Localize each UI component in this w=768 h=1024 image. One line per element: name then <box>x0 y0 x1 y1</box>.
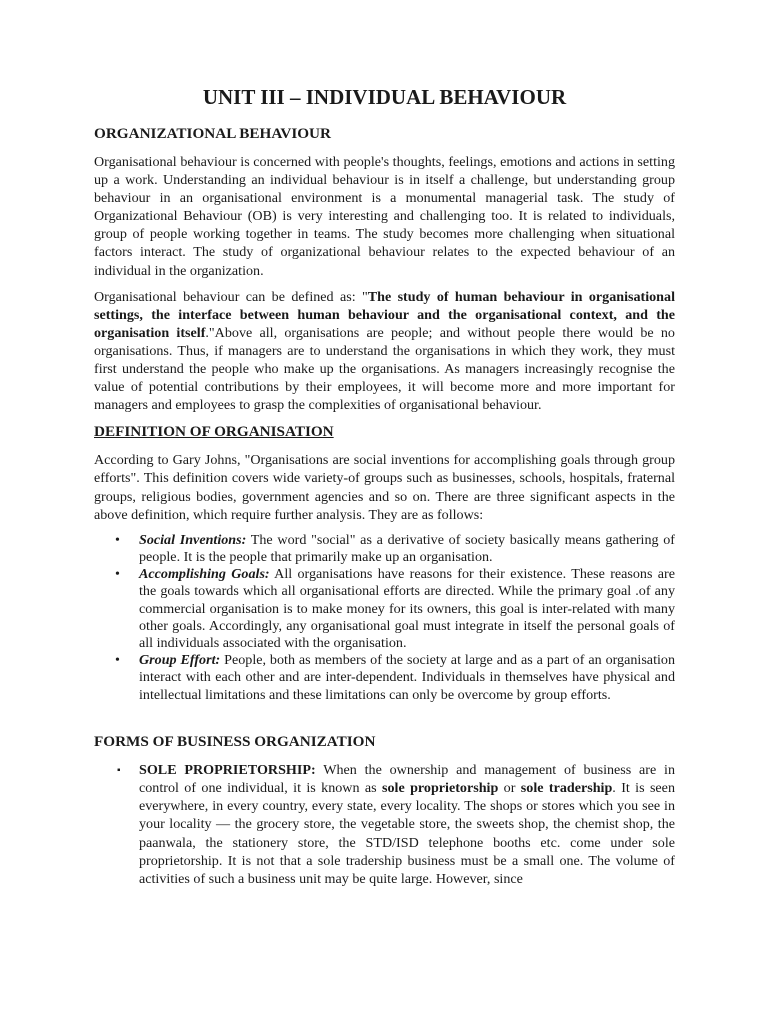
definition-intro: Organisational behaviour can be defined as: " <box>94 288 368 305</box>
term-sole-proprietorship: sole proprietorship <box>382 779 499 796</box>
list-item-text: The word "social" as a derivative of society basically means gathering of people. It is the people that primarily make up an organisation. <box>139 531 675 565</box>
list-item-text: . It is seen everywhere, in every country, every state, every locality. The shops or stores which you see in your locality — the grocery store, the vegetable store, the sweets shop, the chemist shop, the paanwala, the stationery store, the STD/ISD telephone booths etc. come under sole proprietorship. It is not that a sole tradership business must be a small one. The volume of activities of such a business unit may be quite large. However, since <box>139 779 675 887</box>
bullet-icon: • <box>115 566 120 583</box>
definition-rest: ."Above all, organisations are people; and without people there would be no organisations. Thus, if managers are to understand the organisations in which they work, they must first understand the people who make up the organisations. As managers increasingly recognise the value of potential contributions by their employees, it will become more and more important for managers and employees to grasp the complexities of organisational behaviour. <box>94 324 675 414</box>
list-item-term: Group Effort: <box>139 652 221 669</box>
list-item-term: Social Inventions: <box>139 531 247 548</box>
list-item-text: or <box>498 779 521 796</box>
bullet-icon: • <box>115 652 120 669</box>
list-item <box>94 761 675 888</box>
business-forms-list <box>94 761 675 888</box>
square-bullet-icon: ▪ <box>117 764 121 776</box>
list-item <box>94 532 675 566</box>
list-item-text: When the ownership and management of business are in control of one individual, it is known as <box>139 761 675 796</box>
list-item-term: Accomplishing Goals: <box>139 566 270 583</box>
page-title: UNIT III – INDIVIDUAL BEHAVIOUR <box>202 85 567 109</box>
list-item-text: People, both as members of the society at large and as a part of an organisation interact with each other and are inter-dependent. Individuals in themselves have physical and intellectual limitations and these limitations can only be overcome by group efforts. <box>139 652 675 703</box>
section-heading-definition-of-organisation: DEFINITION OF ORGANISATION <box>94 423 334 441</box>
bullet-icon: • <box>115 531 120 548</box>
definition-quote: The study of human behaviour in organisational settings, the interface between human behaviour and the organisational context, and the organisation itself <box>94 288 675 341</box>
paragraph-ob-definition <box>94 288 675 415</box>
section-heading-organizational-behaviour: ORGANIZATIONAL BEHAVIOUR <box>94 125 331 142</box>
paragraph-gary-johns: According to Gary Johns, "Organisations are social inventions for accomplishing goals through group efforts". This definition covers wide variety-of groups such as businesses, schools, hospitals, fraternal groups, religious bodies, government agencies and so on. There are three significant aspects in the above definition, which require further analysis. They are as follows: <box>94 452 675 523</box>
list-item <box>94 652 675 704</box>
list-item-text: All organisations have reasons for their existence. These reasons are the goals towards which all organisational efforts are directed. While the primary goal .of any commercial organisation is to make money for its owners, this goal is inter-related with many other goals. Accordingly, any organisational goal must integrate in itself the personal goals of all individuals associated with the organisation. <box>139 566 676 651</box>
aspects-list <box>94 532 675 704</box>
section-heading-forms-of-business: FORMS OF BUSINESS ORGANIZATION <box>94 732 376 750</box>
list-item <box>94 566 675 652</box>
paragraph-ob-intro: Organisational behaviour is concerned with people's thoughts, feelings, emotions and actions in setting up a work. Understanding an individual behaviour is in itself a challenge, but understanding group behaviour in an organisational environment is a monumental managerial task. The study of Organizational Behaviour (OB) is very interesting and challenging too. It is related to individuals, group of people working together in teams. The study becomes more challenging when situational factors interact. The study of organizational behaviour relates to the expected behaviour of an individual in the organization. <box>94 154 675 279</box>
term-sole-tradership: sole tradership <box>520 779 613 796</box>
list-item-term: SOLE PROPRIETORSHIP: <box>139 761 316 778</box>
